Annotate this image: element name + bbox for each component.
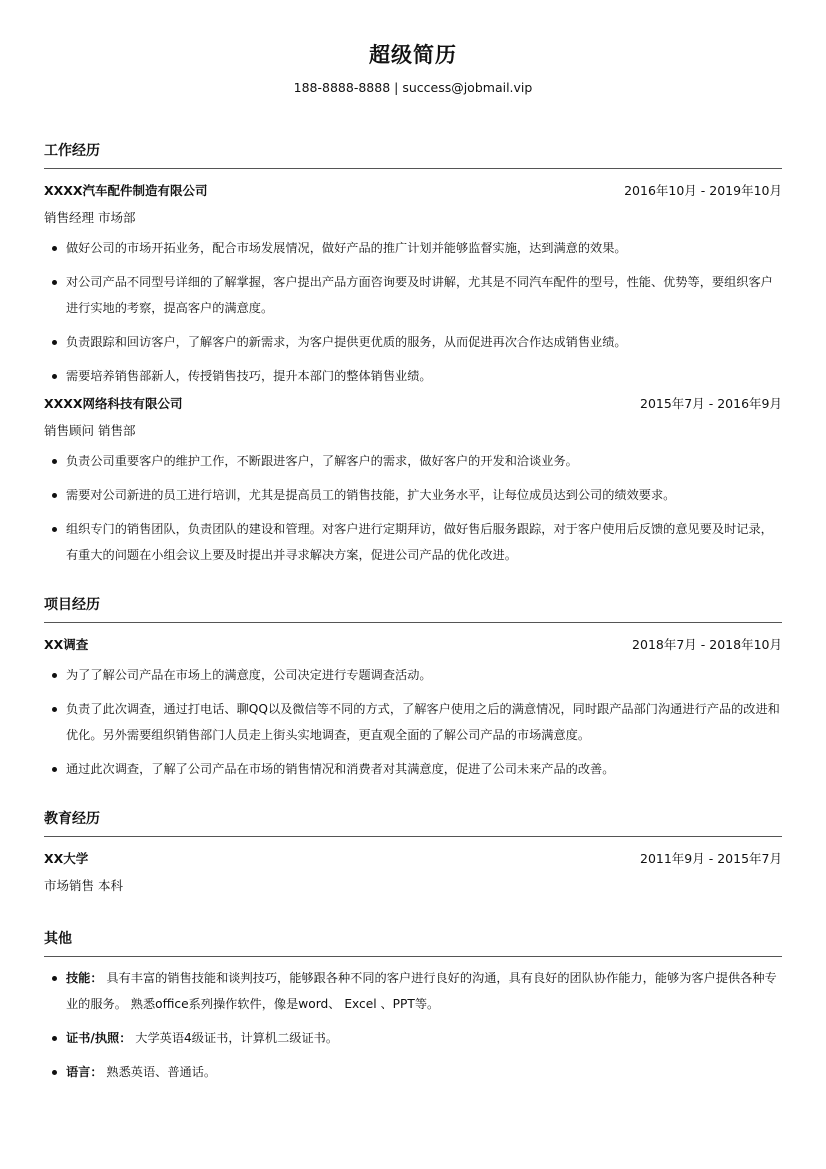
list-item: 负责了此次调查，通过打电话、聊QQ以及微信等不同的方式，了解客户使用之后的满意情况，同时跟产品部门沟通进行产品的改进和优化。另外需要组织销售部门人员走上街头实地调查，更直观全面的了解公司产品的市场满意度。	[44, 696, 782, 748]
date-range: 2015年7月 - 2016年9月	[640, 396, 782, 411]
section-title-projects: 项目经历	[44, 595, 782, 623]
item-label: 技能：	[66, 971, 103, 985]
section-title-other: 其他	[44, 929, 782, 957]
company-name: XXXX网络科技有限公司	[44, 396, 183, 411]
list-item: 需要对公司新进的员工进行培训，尤其是提高员工的销售技能，扩大业务水平，让每位成员达到公司的绩效要求。	[44, 482, 782, 508]
list-item	[44, 1059, 782, 1085]
work-section	[44, 141, 782, 568]
list-item: 负责跟踪和回访客户，了解客户的新需求，为客户提供更优质的服务，从而促进再次合作达成销售业绩。	[44, 329, 782, 355]
project-entry	[44, 636, 782, 782]
item-text: 具有丰富的销售技能和谈判技巧，能够跟各种不同的客户进行良好的沟通，具有良好的团队协作能力，能够为客户提供各种专业的服务。 熟悉office系列操作软件，像是word、 Excel 、PPT等。	[66, 971, 777, 1011]
bullet-list	[44, 448, 782, 568]
bullet-list	[44, 662, 782, 782]
school-name: XX大学	[44, 851, 89, 866]
section-title-education: 教育经历	[44, 809, 782, 837]
resume-header	[44, 0, 782, 97]
list-item	[44, 1025, 782, 1051]
company-name: XXXX汽车配件制造有限公司	[44, 183, 208, 198]
degree: 市场销售 本科	[44, 878, 123, 893]
education-entry	[44, 850, 782, 895]
section-title-work: 工作经历	[44, 141, 782, 169]
item-label: 证书/执照：	[66, 1031, 132, 1045]
date-range: 2011年9月 - 2015年7月	[640, 851, 782, 866]
list-item	[44, 965, 782, 1017]
project-name: XX调查	[44, 637, 89, 652]
job-role: 销售顾问 销售部	[44, 423, 136, 438]
list-item: 需要培养销售部新人，传授销售技巧，提升本部门的整体销售业绩。	[44, 363, 782, 389]
list-item: 组织专门的销售团队，负责团队的建设和管理。对客户进行定期拜访，做好售后服务跟踪，对于客户使用后反馈的意见要及时记录，有重大的问题在小组会议上要及时提出并寻求解决方案，促进公司产品的优化改进。	[44, 516, 782, 568]
list-item: 为了了解公司产品在市场上的满意度，公司决定进行专题调查活动。	[44, 662, 782, 688]
bullet-list	[44, 235, 782, 389]
list-item: 负责公司重要客户的维护工作，不断跟进客户，了解客户的需求，做好客户的开发和洽谈业务。	[44, 448, 782, 474]
work-entry	[44, 395, 782, 568]
job-role: 销售经理 市场部	[44, 210, 136, 225]
education-section	[44, 809, 782, 895]
projects-section	[44, 595, 782, 782]
item-label: 语言：	[66, 1065, 103, 1079]
item-text: 熟悉英语、普通话。	[102, 1065, 217, 1079]
other-section	[44, 929, 782, 1085]
list-item: 做好公司的市场开拓业务，配合市场发展情况，做好产品的推广计划并能够监督实施，达到满意的效果。	[44, 235, 782, 261]
item-text: 大学英语4级证书，计算机二级证书。	[131, 1031, 339, 1045]
list-item: 通过此次调查，了解了公司产品在市场的销售情况和消费者对其满意度，促进了公司未来产品的改善。	[44, 756, 782, 782]
date-range: 2018年7月 - 2018年10月	[632, 637, 782, 652]
contact-info: 188-8888-8888 | success@jobmail.vip	[293, 80, 533, 95]
bullet-list	[44, 965, 782, 1085]
work-entry	[44, 182, 782, 389]
date-range: 2016年10月 - 2019年10月	[624, 183, 782, 198]
list-item: 对公司产品不同型号详细的了解掌握，客户提出产品方面咨询要及时讲解，尤其是不同汽车配件的型号，性能、优势等，要组织客户进行实地的考察，提高客户的满意度。	[44, 269, 782, 321]
candidate-name: 超级简历	[369, 43, 457, 67]
